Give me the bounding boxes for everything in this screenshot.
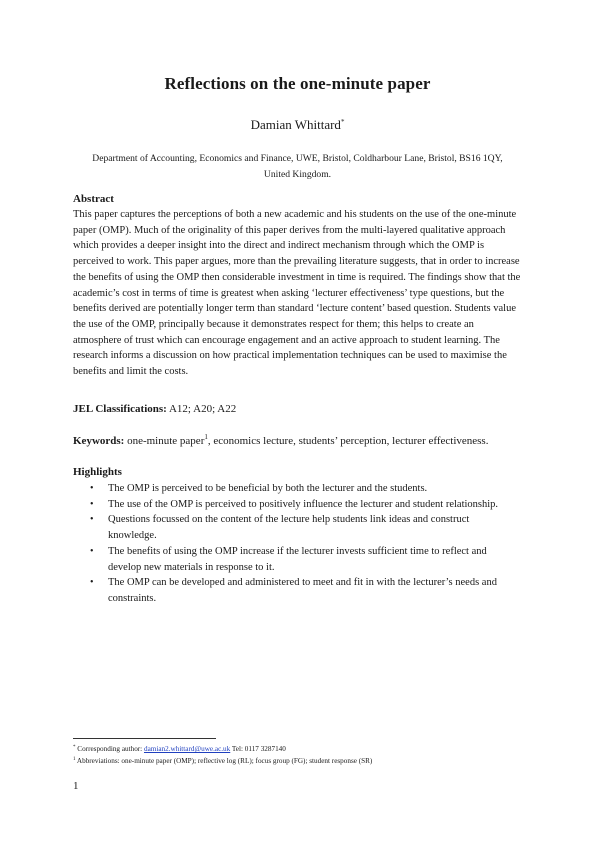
- paper-title: Reflections on the one-minute paper: [164, 74, 431, 93]
- highlight-text: The use of the OMP is perceived to positively influence the lecturer and student relationship.: [108, 498, 499, 510]
- keyword-first: one-minute paper: [127, 435, 205, 447]
- footnote-abbreviations: [73, 755, 372, 767]
- highlight-text: The benefits of using the OMP increase if the lecturer invests sufficient time to reflect and develop new materials in response to it.: [108, 545, 487, 573]
- footnote-corresponding-author: [73, 743, 372, 755]
- author-footnote-marker[interactable]: *: [340, 118, 345, 126]
- keyword-footnote-marker[interactable]: 1: [204, 433, 208, 441]
- footnote-divider: [73, 738, 216, 739]
- highlight-item: [90, 481, 510, 497]
- keywords-label: Keywords:: [73, 435, 125, 447]
- affiliation: Department of Accounting, Economics and Finance, UWE, Bristol, Coldharbour Lane, Bristol, BS16 1QY, United Kingdom.: [92, 153, 503, 180]
- footnotes: [73, 743, 372, 767]
- highlight-item: [90, 575, 510, 606]
- page-number: 1: [73, 780, 79, 792]
- abstract-text: This paper captures the perceptions of both a new academic and his students on the use of the one-minute paper (OMP). Much of the originality of this paper derives from the multi-layered qualitative approach which provides a deeper insight into the direct and indirect mechanism through which the OMP is perceived to work. This paper argues, more than the prevailing literature suggests, that in order to increase the benefits of using the OMP then considerable investment in time is required. The findings show that the academic’s cost in terms of time is greatest when asking ‘lecturer effectiveness’ type questions, but the benefits derived are potentially longer term than standard ‘lecture content’ based question. Students value the use of the OMP, principally because it demonstrates respect for them; this helps to create an atmosphere of trust which can encourage engagement and an active approach to student learning. The research informs a discussion on how practical implementation techniques can be used to maximise the benefits and limit the costs.: [73, 209, 521, 378]
- highlights-heading: Highlights: [73, 466, 122, 478]
- author-line: [0, 117, 595, 133]
- highlight-text: Questions focussed on the content of the lecture help students link ideas and construct knowledge.: [108, 514, 470, 542]
- bullet-icon: •: [90, 545, 94, 557]
- footnote-prefix: Corresponding author:: [77, 745, 144, 753]
- bullet-icon: •: [90, 514, 94, 526]
- bullet-icon: •: [90, 577, 94, 589]
- email-link[interactable]: damian2.whittard@uwe.ac.uk: [143, 745, 231, 753]
- jel-label: JEL Classifications:: [73, 403, 167, 415]
- author-name: Damian Whittard: [250, 117, 341, 132]
- keywords: [73, 435, 488, 447]
- footnote-marker: *: [73, 745, 76, 750]
- highlight-item: [90, 497, 510, 513]
- footnote-phone: Tel: 0117 3287140: [230, 745, 286, 753]
- highlight-text: The OMP is perceived to be beneficial by both the lecturer and the students.: [108, 483, 428, 494]
- jel-classifications: [73, 403, 236, 415]
- bullet-icon: •: [90, 498, 94, 510]
- footnote-marker: 1: [73, 757, 76, 762]
- keywords-rest: , economics lecture, students’ perception, lecturer effectiveness.: [207, 435, 489, 447]
- bullet-icon: •: [90, 483, 94, 494]
- footnote-text: Abbreviations: one-minute paper (OMP); reflective log (RL); focus group (FG); student response (SR): [76, 757, 373, 765]
- highlight-item: [90, 544, 510, 575]
- highlight-text: The OMP can be developed and administered to meet and fit in with the lecturer’s needs and constraints.: [108, 577, 497, 604]
- abstract-heading: Abstract: [73, 193, 114, 205]
- highlight-item: [90, 512, 510, 543]
- highlights-list: [90, 481, 510, 607]
- jel-value: A12; A20; A22: [168, 403, 237, 415]
